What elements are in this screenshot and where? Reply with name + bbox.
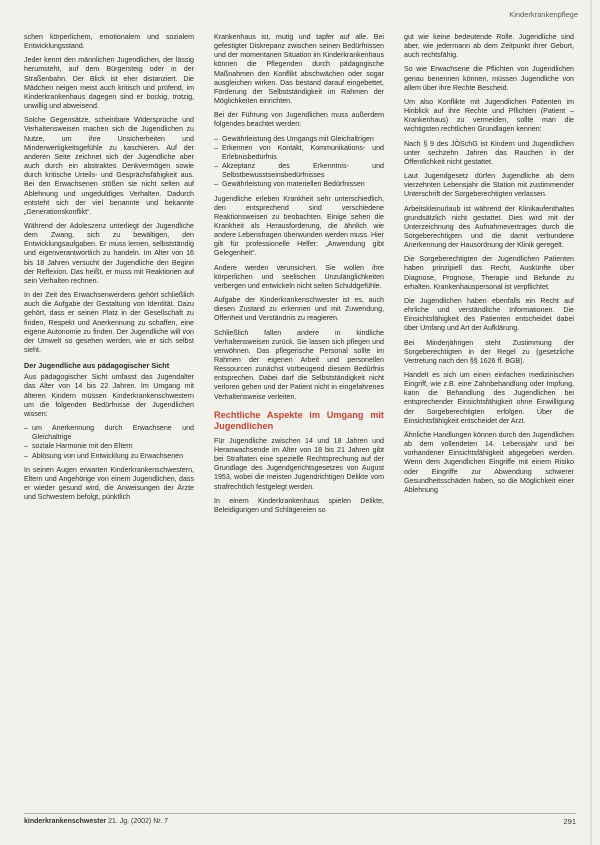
list-item: – soziale Harmonie mit den Eltern [32, 442, 194, 451]
paragraph: Um also Konflikte mit Jugendlichen Patienten im Hinblick auf ihre Rechte und Pflichten (Patient – Krankenhaus) zu vermeiden, sollte man die wichtigsten rechtlichen Grundlagen kennen: [404, 97, 574, 134]
paragraph: Aus pädagogischer Sicht umfasst das Jugendalter das Alter von 14 bis 22 Jahren. Im Umgang mit älteren Kindern müssen Kinderkrankenschwestern um die folgenden Bedürfnisse der Jugendlichen wissen: [24, 373, 194, 418]
paragraph: Die Sorgeberechtigten der Jugendlichen Patienten haben prinzipiell das Recht, Auskünfte über Diagnose, Prognose, Therapie und Befunde zu erhalten. Krankenhauspersonal ist verpflichtet. [404, 255, 574, 291]
paragraph: Solche Gegensätze, scheinbare Widersprüche und Verhaltensweisen machen sich die Jugendlichen zu Nutze, um ihre Unsicherheiten und Minderwertigkeitsgefühle zu kaschieren. Auf der anderen Seite zeichnet sich der Jugendliche aber auch durch ein abstraktes Denkvermögen sowie durch kritische Urteils- und Gesprächsfähigkeit aus. Bei den Erwachsenen stößen sie nicht selten auf Ablehnung und ungeduldiges Verhalten. Dadurch entsteht sich der viel benannte und bekannte „Generationskonflikt“. [24, 116, 194, 216]
journal-name: kinderkrankenschwester [24, 818, 107, 825]
list-item: – um Anerkennung durch Erwachsene und Gleichaltrige [32, 424, 194, 442]
column-3 [404, 33, 574, 815]
paragraph: Während der Adoleszenz unterliegt der Jugendliche dem Zwang, sich zu bewältigen, den Entwicklungsaufgaben. Er muss lernen, selbstständig und eigenverantwortlich zu handeln. Im Alter von 16 bis 18 Jahren versucht der Jugendliche den Beginn der Reflexion. Das heißt, er muss mit Reaktionen auf sein Verhalten rechnen. [24, 221, 194, 285]
paragraph: Andere werden verunsichert. Sie wollen ihre körperlichen und seelischen Unzulänglichkeiten verbergen und entwickeln nicht selten Schuldgefühle. [214, 263, 384, 290]
list-item: – Erkennen von Kontakt, Kommunikations- und Erlebnisbedürfnis [222, 144, 384, 162]
column-2 [214, 33, 384, 815]
paragraph: Für Jugendliche zwischen 14 und 18 Jahren und Heranwachsende im Alter von 18 bis 21 Jahren gibt bei Straftaten eine spezielle Rechtsprechung auf der Grundlage des Jugendgerichtsgesetzes von August 1953, wobei die meisten Jugendrichtigen Delikte vom strafrechtlich festgelegt werden. [214, 436, 384, 491]
section-header: Kinderkrankenpflege [509, 10, 578, 19]
paragraph: In der Zeit des Erwachsenwerdens gehört schließlich auch die Aufgabe der Gestaltung von Identität. Dazu gehört, dass er seinen Platz in der Gesellschaft zu finden, Respekt und Anerkennung zu schaffen, eine eigene Autonomie zu finden. Der Jugendliche will von der Umwelt so gesehen werden, wie er sich selbst sieht. [24, 291, 194, 354]
list-item: – Gewährleistung des Umgangs mit Gleichaltrigen [222, 135, 384, 144]
paragraph: Bei der Führung von Jugendlichen muss außerdem folgendes beachtet werden: [214, 111, 384, 129]
journal-issue: 21. Jg. (2002) Nr. 7 [108, 818, 168, 825]
paragraph: Jugendliche erleben Krankheit sehr unterschiedlich, den entsprechend sind verschiedene Reaktionsweisen zu beobachten. Einige sehen die Krankheit als Herausforderung, die ähnlich wie andere Lebensfragen überwunden werden muss. Hier gilt für professionelle Helfer: „Anwendung gibt Gelegenheit“. [214, 194, 384, 258]
paragraph: Nach § 9 des JÖSchG ist Kindern und Jugendlichen unter sechzehn Jahren das Rauchen in der Öffentlichkeit nicht gestattet. [404, 139, 574, 166]
paragraph: Laut Jugendgesetz dürfen Jugendliche ab dem vierzehnten Lebensjahr die Station mit zustimmender Unterschrift der Sorgeberechtigten verlassen. [404, 172, 574, 199]
subheading: Der Jugendliche aus pädagogischer Sicht [24, 361, 170, 371]
paragraph: Krankenhaus ist, mutig und tapfer auf alle. Bei gefestigter Diskrepanz zwischen seinen Bedürfnissen und der momentanen Situation im Kinderkrankenhaus können die Pflegenden durch pädagogische Maßnahmen den Konflikt abschwächen oder sogar ausgleichen wirken. Das bestand darauf eingebettet, Förderung der Selbstständigkeit im Rahmen der Möglichkeiten einrichten. [214, 33, 384, 106]
footer-divider [24, 813, 576, 814]
bullet-list [214, 135, 384, 190]
paragraph: Handelt es sich um einen einfachen medizinischen Eingriff, wie z.B. eine Zahnbehandlung oder Impfung, kann die Behandlung des Jugendlichen bei entsprechender Einsichtsfähigkeit ohne Einwilligung der Sorgeberechtigten erfolgen. Über die Einsichtsfähigkeit entscheidet der Arzt. [404, 371, 574, 425]
list-item: – Ablösung von und Entwicklung zu Erwachsenen [32, 452, 194, 461]
list-item: – Gewährleistung von materiellen Bedürfnissen [222, 180, 384, 189]
bullet-list [24, 424, 194, 461]
column-1 [24, 33, 194, 815]
page-number: 291 [563, 817, 576, 826]
paragraph: Bei Minderjährigen steht Zustimmung der Sorgeberechtigten in der Regel zu (gesetzliche Vertretung nach den §§ 1626 ff. BGB). [404, 338, 574, 365]
paragraph: In einem Kinderkrankenhaus spielen Delikte, Beleidigungen und Schlägereien so [214, 496, 384, 514]
section-heading: Rechtliche Aspekte im Umgang mit Jugendlichen [214, 409, 384, 431]
article-body [24, 33, 576, 815]
page-spine-shadow [590, 0, 592, 845]
paragraph: Ähnliche Handlungen können durch den Jugendlichen ab dem vollendeten 14. Lebensjahr und bei vorhandener Einsichtsfähigkeit abgegeben werden. Wenn dem Jugendlichen Eingriffe mit einem Risiko oder Eingriffe zur Abwendung schwerer Gesundheitsschäden haben, so die Möglichkeit einer Ablehnung [404, 430, 574, 494]
paragraph: gut wie keine bedeutende Rolle. Jugendliche sind aber, wie jedermann ab dem Zeitpunkt ihrer Geburt, auch rechtsfähig. [404, 33, 574, 60]
paragraph: schen körperlichem, emotionalem und sozialem Entwicklungsstand. [24, 33, 194, 51]
paragraph: Jeder kennt den männlichen Jugendlichen, der lässig herumsteht, auf dem Bürgersteig oder in der Straßenbahn. Der Blick ist eher distanziert. Die Mädchen neigen meist auch kritisch und prüfend, im Kinderkrankenhaus dagegen sind er bockig, trotzig, unwillig und abweisend. [24, 56, 194, 111]
footer-citation [24, 818, 168, 825]
list-item: – Akzeptanz des Erkenntnis- und Selbstbewusstseinsbedürfnisses [222, 162, 384, 180]
paragraph: Arbeitskleinurlaub ist während der Klinikaufenthaltes grundsätzlich nicht gestattet. Dies wird mit der Unterzeichnung des Aufnahmevertrages durch die Sorgeberechtigten und die damit verbundene Anerkennung der Hausordnung der Klinik geregelt. [404, 204, 574, 250]
paragraph: Aufgabe der Kinderkrankenschwester ist es, auch diesen Zustand zu erkennen und mit Zuwendung, Offenheit und Verständnis zu reagieren. [214, 296, 384, 323]
paragraph: In seinen Augen erwarten Kinderkrankenschwestern, Eltern und Angehörige von einem Jugendlichen, dass er wieder gesund wird, die Anweisungen der Ärzte und Schwestern befolgt, pünktlich [24, 465, 194, 502]
paragraph: Schließlich fallen andere in kindliche Verhaltensweisen zurück. Sie lassen sich pflegen und verwöhnen. Das pflegerische Personal sollte im Rahmen der eigenen Arbeit und personellen Ressourcen zunächst vorbeugend diesem Bedürfnis entsprechen. Dabei darf die Selbstständigkeit nicht verloren gehen und der Patient nicht in eingefahrenes Verhaltensweise verleiten. [214, 328, 384, 401]
paragraph: Die Jugendlichen haben ebenfalls ein Recht auf ehrliche und verständliche Informationen. Die Einsichtsfähigkeit des Patienten entscheidet dabei über Umfang und Art der Aufklärung. [404, 296, 574, 333]
paragraph: So wie Erwachsene die Pflichten von Jugendlichen genau benennen können, müssen Jugendliche von allem über ihre Rechte Bescheid. [404, 65, 574, 92]
